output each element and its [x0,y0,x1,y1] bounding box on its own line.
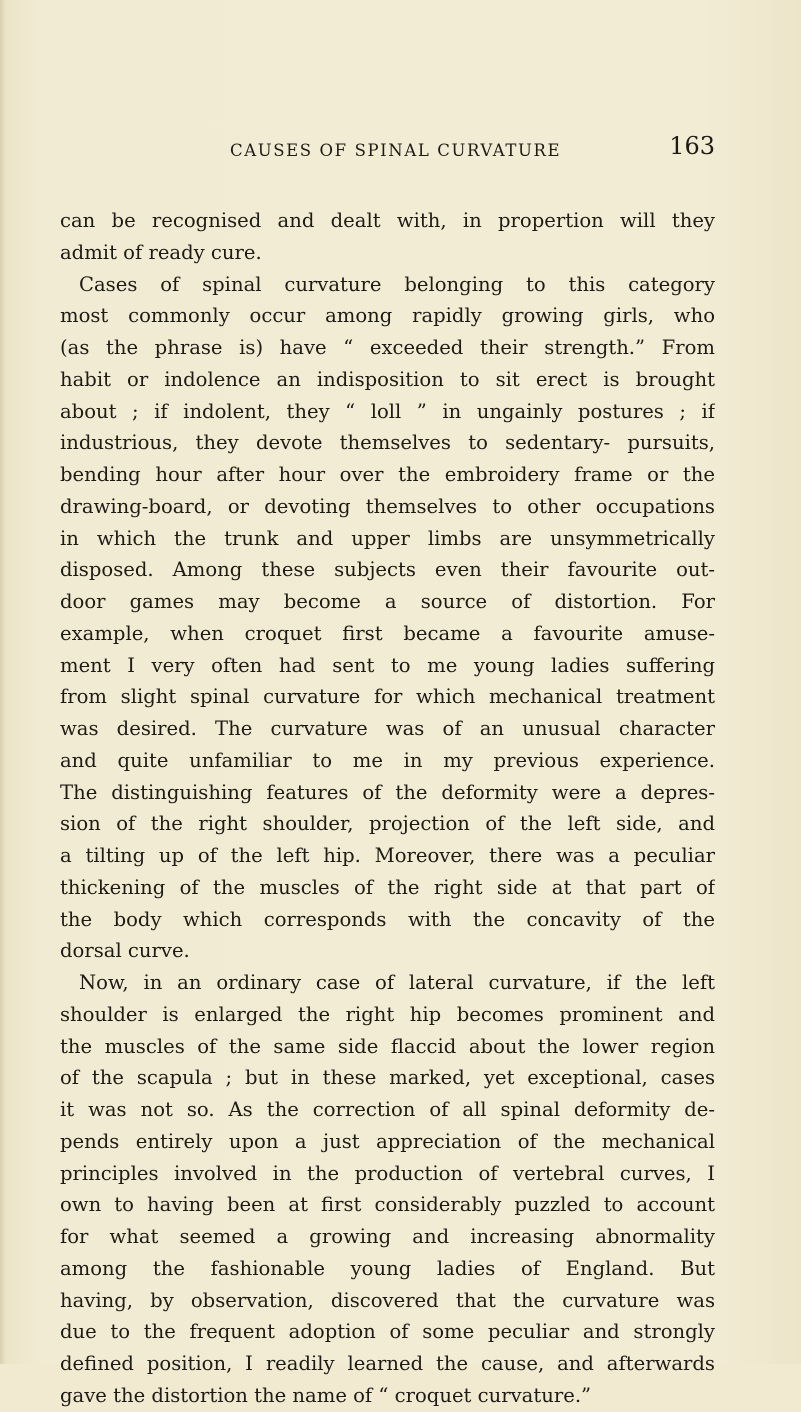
text-line: Now, in an ordinary case of lateral curvature, if the left [79,971,715,994]
text-line: industrious, they devote themselves to sedentary- pursuits, [60,431,715,455]
text-line: in which the trunk and upper limbs are unsymmetrically [60,526,715,550]
running-head: CAUSES OF SPINAL CURVATURE [230,141,562,160]
text-line: thickening of the muscles of the right side at that part of [60,875,715,899]
text-line: example, when croquet first became a favourite amuse- [60,621,715,645]
body-text [60,205,715,1412]
text-line: among the fashionable young ladies of England. But [60,1256,715,1280]
text-line: (as the phrase is) have “ exceeded their strength.” From [60,336,715,359]
text-line: Cases of spinal curvature belonging to this category [79,272,715,296]
text-line: was desired. The curvature was of an unusual character [60,717,715,740]
text-line: drawing-board, or devoting themselves to other occupations [60,494,715,518]
text-line: own to having been at first considerably puzzled to account [60,1193,715,1217]
text-line: about ; if indolent, they “ loll ” in ungainly postures ; if [60,399,715,423]
text-line: dorsal curve. [60,939,190,963]
text-line: most commonly occur among rapidly growing girls, who [60,304,715,328]
text-line: and quite unfamiliar to me in my previous experience. [60,748,715,772]
text-line: disposed. Among these subjects even their favourite out- [60,558,715,582]
text-line: The distinguishing features of the deformity were a depres- [60,780,715,804]
text-line: door games may become a source of distortion. For [60,590,715,613]
text-line: it was not so. As the correction of all spinal deformity de- [60,1098,715,1121]
page-number: 163 [669,132,715,160]
text-line: of the scapula ; but in these marked, yet exceptional, cases [60,1066,715,1090]
text-line: gave the distortion the name of “ croquet curvature.” [60,1383,592,1407]
text-line: habit or indolence an indisposition to sit erect is brought [60,367,715,391]
text-line: from slight spinal curvature for which mechanical treatment [60,685,715,709]
text-line: a tilting up of the left hip. Moreover, there was a peculiar [60,844,715,867]
text-line: bending hour after hour over the embroidery frame or the [60,463,715,486]
text-line: sion of the right shoulder, projection of the left side, and [60,812,715,836]
text-line: for what seemed a growing and increasing abnormality [60,1225,715,1248]
text-line: having, by observation, discovered that the curvature was [60,1288,715,1312]
text-line: admit of ready cure. [60,240,262,264]
text-line: the muscles of the same side flaccid about the lower region [60,1034,715,1058]
text-line: principles involved in the production of vertebral curves, I [60,1161,715,1185]
page-binding-edge [0,0,6,1364]
text-line: shoulder is enlarged the right hip becomes prominent and [60,1002,715,1026]
text-line: ment I very often had sent to me young ladies suffering [60,653,715,677]
text-line: pends entirely upon a just appreciation of the mechanical [60,1129,715,1153]
text-line: defined position, I readily learned the cause, and afterwards [60,1352,715,1375]
page-header [230,132,715,168]
text-line: can be recognised and dealt with, in propertion will they [60,209,715,232]
text-line: the body which corresponds with the concavity of the [60,907,715,931]
text-line: due to the frequent adoption of some peculiar and strongly [60,1320,715,1344]
